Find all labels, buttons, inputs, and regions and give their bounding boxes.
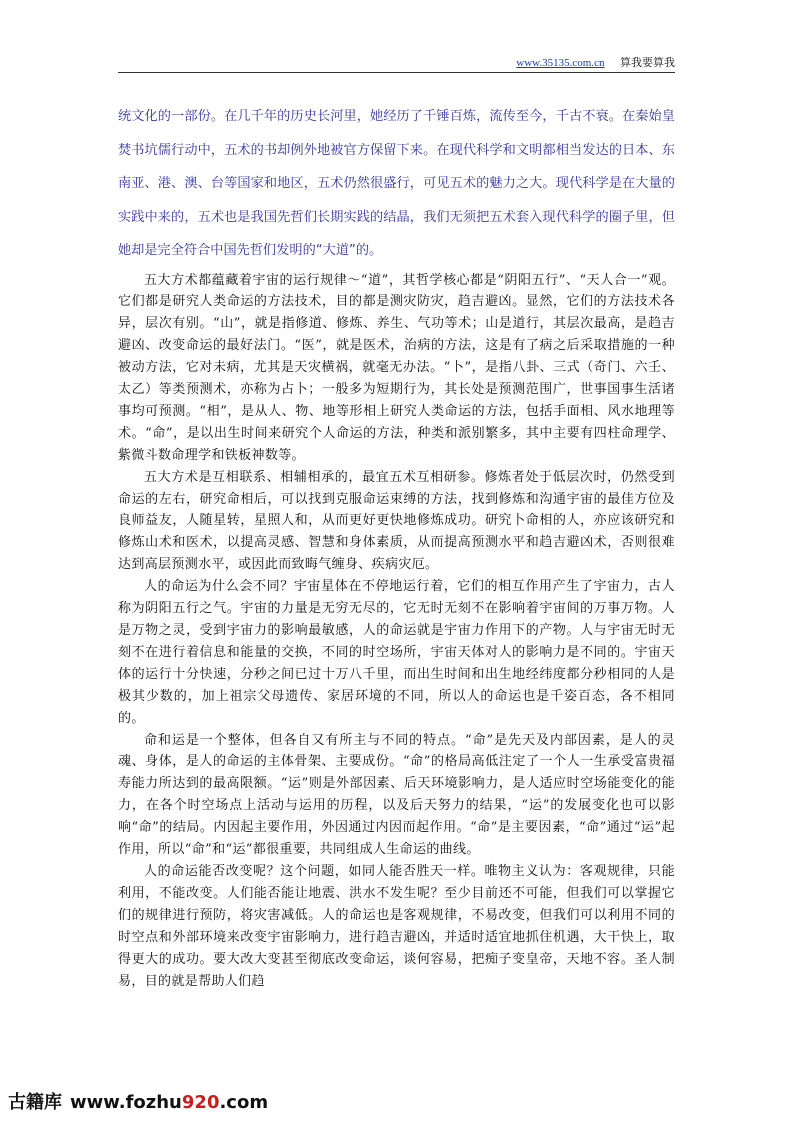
document-body: [118, 100, 675, 992]
body-paragraph: 人的命运为什么会不同？宇宙星体在不停地运行着，它们的相互作用产生了宇宙力，古人称为阴阳五行之气。宇宙的力量是无穷无尽的，它无时无刻不在影响着宇宙间的万事万物。人是万物之灵，受到宇宙力的影响最敏感，人的命运就是宇宙力作用下的产物。人与宇宙无时无刻不在进行着信息和能量的交换，不同的时空场所，宇宙天体对人的影响力是不同的。宇宙天体的运行十分快速，分秒之间已过十万八千里，而出生时间和出生地经纬度都分秒相同的人是极其少数的，加上祖宗父母遗传、家居环境的不同，所以人的命运也是千姿百态，各不相同的。: [118, 579, 675, 726]
footer-domain-suffix: .com: [219, 1092, 269, 1113]
footer-domain-prefix: www.fozhu: [70, 1092, 182, 1113]
footer-domain-digits: 920: [181, 1092, 220, 1113]
intro-paragraph: 统文化的一部份。在几千年的历史长河里，她经历了千锤百炼，流传至今，千古不衰。在秦始皇焚书坑儒行动中，五术的书却例外地被官方保留下来。在现代科学和文明都相当发达的日本、东南亚、港、澳、台等国家和地区，五术仍然很盛行，可见五术的魅力之大。现代科学是在大量的实践中来的，五术也是我国先哲们长期实践的结晶，我们无须把五术套入现代科学的圈子里，但她却是完全符合中国先哲们发明的“大道”的。: [118, 109, 675, 258]
header-divider: [118, 72, 675, 73]
body-paragraph: 人的命运能否改变呢？这个问题，如同人能否胜天一样。唯物主义认为：客观规律，只能利用，不能改变。人们能否能让地震、洪水不发生呢？至少目前还不可能，但我们可以掌握它们的规律进行预防，将灾害减低。人的命运也是客观规律，不易改变，但我们可以利用不同的时空点和外部环境来改变宇宙影响力，进行趋吉避凶，并适时适宜地抓住机遇，大干快上，取得更大的成功。要大改大变甚至彻底改变命运，谈何容易，把痴子变皇帝，天地不容。圣人制易，目的就是帮助人们趋: [118, 863, 675, 989]
body-paragraph: 五大方术都蕴藏着宇宙的运行规律～“道”，其哲学核心都是“阴阳五行”、“天人合一”观。它们都是研究人类命运的方法技术，目的都是测灾防灾，趋吉避凶。显然，它们的方法技术各异，层次有别。“山”，就是指修道、修炼、养生、气功等术；山是道行，其层次最高，是趋吉避凶、改变命运的最好法门。“医”，就是医术，治病的方法，这是有了病之后采取措施的一种被动方法，它对未病，尤其是天灾横祸，就毫无办法。“卜”，是指八卦、三式（奇门、六壬、太乙）等类预测术，亦称为占卜；一般多为短期行为，其长处是预测范围广，世事国事生活诸事均可预测。“相”，是从人、物、地等形相上研究人类命运的方法，包括手面相、风水地理等术。“命”，是以出生时间来研究个人命运的方法，种类和派别繁多，其中主要有四柱命理学、紫微斗数命理学和铁板神数等。: [118, 272, 675, 463]
body-paragraph: 命和运是一个整体，但各自又有所主与不同的特点。“命”是先天及内部因素，是人的灵魂、身体，是人的命运的主体骨架、主要成份。“命”的格局高低注定了一个人一生承受富贵福寿能力所达到的最高限额。“运”则是外部因素、后天环境影响力，是人适应时空场能变化的能力，在各个时空场点上活动与运用的历程，以及后天努力的结果，“运”的发展变化也可以影响“命”的结局。内因起主要作用，外因通过内因而起作用。“命”是主要因素，“命”通过“运”起作用，所以“命”和“运”都很重要，共同组成人生命运的曲线。: [118, 732, 675, 858]
site-url-link[interactable]: www.35135.com.cn: [516, 57, 605, 69]
site-name: 算我要算我: [620, 56, 675, 69]
footer-watermark: [8, 1088, 268, 1118]
page-header: [118, 53, 675, 73]
footer-site-name: 古籍库: [8, 1092, 62, 1113]
body-paragraph: 五大方术是互相联系、相辅相承的，最宜五术互相研参。修炼者处于低层次时，仍然受到命运的左右，研究命相后，可以找到克服命运束缚的方法，找到修炼和沟通宇宙的最佳方位及良师益友，人随星转，星照人和，从而更好更快地修炼成功。研究卜命相的人，亦应该研究和修炼山术和医术，以提高灵感、智慧和身体素质，从而提高预测水平和趋吉避凶术，否则很难达到高层预测水平，或因此而致晦气缠身、疾病灾厄。: [118, 469, 675, 573]
